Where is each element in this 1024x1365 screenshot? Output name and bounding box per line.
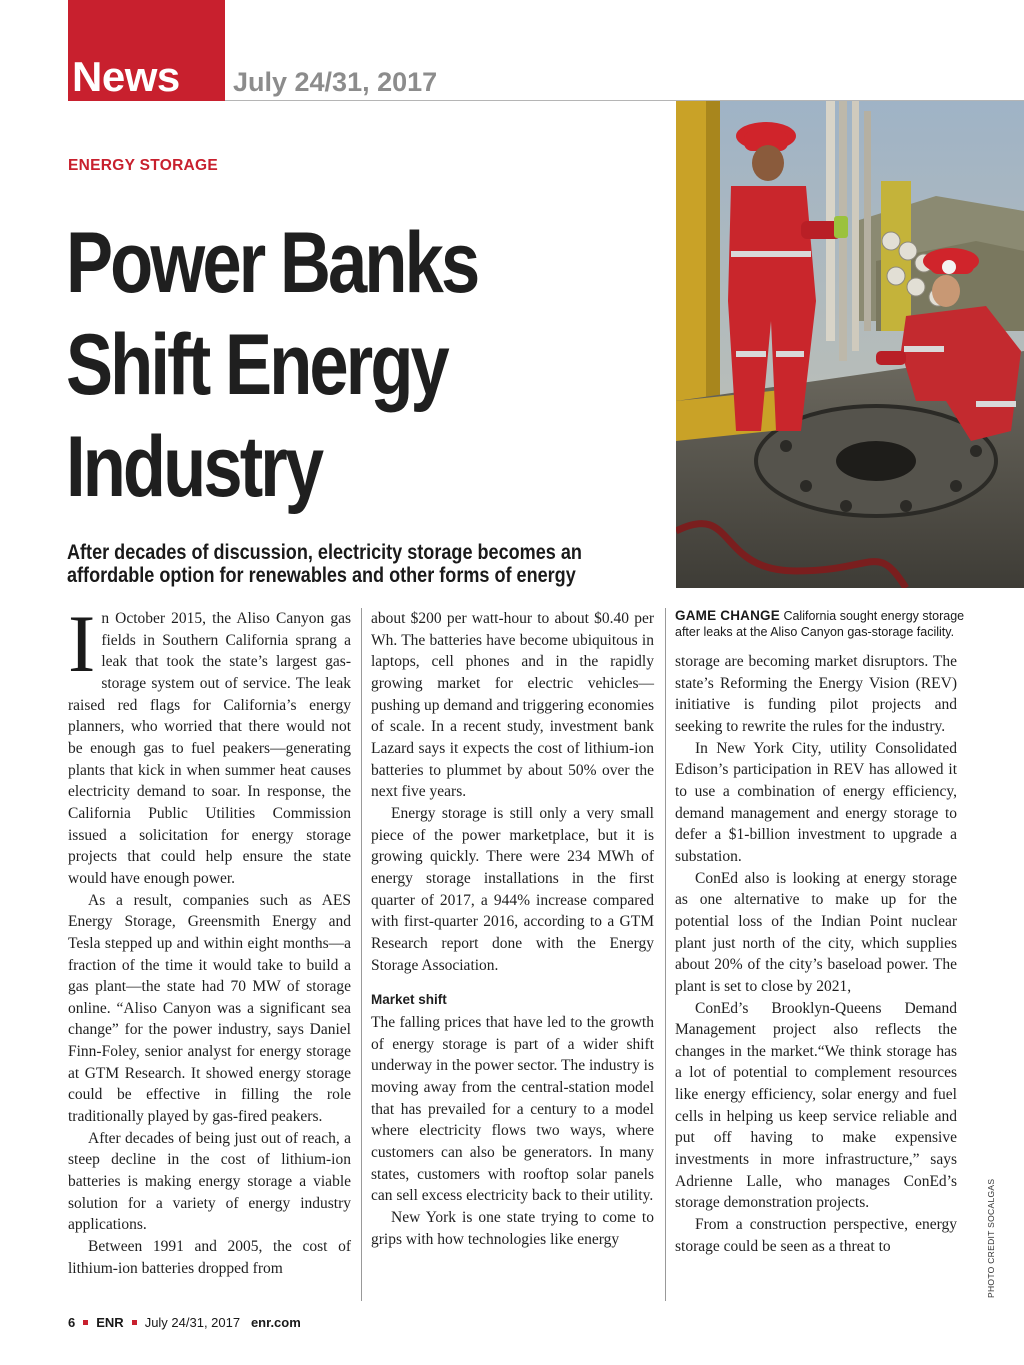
caption-text: California sought energy storage after leaks at the Aliso Canyon gas-storage facility. [675, 609, 965, 639]
footer-separator [83, 1320, 88, 1325]
footer-separator [132, 1320, 137, 1325]
drop-cap: I [68, 598, 96, 689]
body-paragraph: In New York City, utility Consolidated Edison’s participation in REV has allowed it to use a combination of energy efficiency, demand management and energy storage to defer a $1-billion investment to upgrade a substation. [675, 739, 957, 865]
publication-name: ENR [96, 1315, 124, 1330]
body-column-2 [371, 608, 654, 1250]
photo-caption [675, 608, 975, 640]
article-photo [676, 101, 1024, 588]
article-headline [66, 212, 558, 518]
body-column-1 [68, 598, 351, 1279]
column-divider [361, 608, 362, 1301]
body-paragraph: storage are becoming market disruptors. The state’s Reforming the Energy Vision (REV) initiative is funding pilot projects and seeking to rewrite the rules for the industry. [675, 653, 957, 735]
section-label: News [72, 53, 180, 100]
body-paragraph: ConEd’s Brooklyn-Queens Demand Management project also reflects the changes in the market.“We think storage has a lot of potential to complement resources like energy efficiency, solar energy and fuel cells in helping us keep service reliable and put off having to make expensive investments in more infrastructure,” says Adrienne Lalle, who manages ConEd’s storage demonstration projects. [675, 999, 957, 1212]
photo-credit: PHOTO CREDIT SOCALGAS [986, 1178, 996, 1298]
dek-line: After decades of discussion, electricity storage becomes an [67, 541, 582, 564]
body-paragraph: As a result, companies such as AES Energy Storage, Greensmith Energy and Tesla stepped up and within eight months—a fraction of the time it would take to build a gas plant—the state had 70 MW of storage online. “Aliso Canyon was a significant sea change” for the power industry, says Daniel Finn-Foley, senior analyst for energy storage at GTM Research. It showed energy storage could be effective in filling the role traditionally played by gas-fired peakers. [68, 891, 351, 1126]
page-number: 6 [68, 1315, 76, 1330]
article-kicker: ENERGY STORAGE [68, 157, 219, 174]
body-paragraph: about $200 per watt-hour to about $0.40 per Wh. The batteries have become ubiquitous in laptops, cell phones and in the rapidly growing market for electric vehicles—pushing up demand and triggering economies of scale. In a recent study, investment bank Lazard says it expects the cost of lithium-ion batteries to plummet by about 50% over the next five years. [371, 610, 654, 801]
section-subhead: Market shift [371, 992, 447, 1008]
body-paragraph: From a construction perspective, energy storage could be seen as a threat to [675, 1216, 957, 1255]
headline-line: Power Banks [66, 215, 478, 311]
site-link[interactable]: enr.com [250, 1315, 301, 1330]
page-footer [68, 1315, 301, 1330]
issue-date: July 24/31, 2017 [233, 67, 438, 97]
footer-date: July 24/31, 2017 [144, 1315, 241, 1330]
body-column-3 [675, 651, 957, 1257]
body-paragraph: New York is one state trying to come to grips with how technologies like energy [371, 1209, 654, 1248]
body-paragraph: The falling prices that have led to the growth of energy storage is part of a wider shift underway in the power sector. The industry is moving away from the central-station model that has prevailed for a century to a model where electricity flows two ways, where customers can also be generators. In many states, customers with rooftop solar panels can sell excess electricity back to their utility. [371, 1014, 654, 1205]
headline-line: Industry [66, 419, 322, 515]
dek-line: affordable option for renewables and other forms of energy [67, 564, 576, 587]
caption-label: GAME CHANGE [675, 608, 780, 623]
body-paragraph [68, 598, 351, 890]
photo-illustration [676, 101, 1024, 588]
article-dek [67, 541, 686, 587]
body-paragraph: Between 1991 and 2005, the cost of lithium-ion batteries dropped from [68, 1238, 351, 1277]
body-paragraph: ConEd also is looking at energy storage as one alternative to make up for the potential loss of the Indian Point nuclear plant just north of the city, which supplies about 20% of the city’s baseload power. The plant is set to close by 2021, [675, 869, 957, 995]
body-paragraph: After decades of being just out of reach, a steep decline in the cost of lithium-ion batteries is making energy storage a viable solution for a variety of energy industry applications. [68, 1129, 351, 1234]
paragraph-text: n October 2015, the Aliso Canyon gas fields in Southern California sprang a leak that took the state’s largest gas-storage system out of service. The leak raised red flags for California’s energy planners, who worried that there would not be enough gas to fuel peakers—generating plants that kick in when summer heat causes electricity demand to soar. In response, the California Public Utilities Commission issued a solicitation for energy storage projects that could help ensure the state would have enough power. [68, 610, 351, 887]
column-divider [665, 608, 666, 1301]
body-paragraph: Energy storage is still only a very small piece of the power marketplace, but it is growing quickly. There were 234 MWh of energy storage installations in the first quarter of 2017, a 944% increase compared with first-quarter 2016, according to a GTM Research report done with the Energy Storage Association. [371, 804, 654, 974]
headline-line: Shift Energy [66, 317, 447, 413]
